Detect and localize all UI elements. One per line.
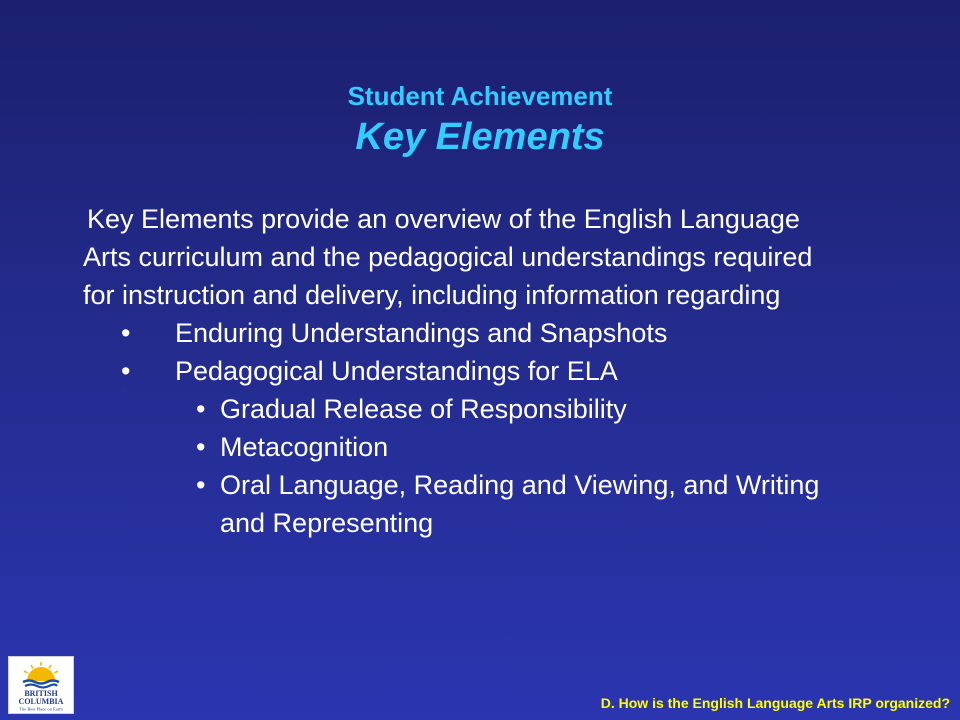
slide-title: Key Elements: [355, 116, 605, 158]
bullet-text: Enduring Understandings and Snapshots: [175, 318, 668, 348]
bullet-text: Pedagogical Understandings for ELA: [175, 356, 618, 386]
sub-bullet-text: Oral Language, Reading and Viewing, and Writing and Representing: [220, 470, 820, 538]
bc-logo-icon: [9, 657, 73, 713]
sub-bullet-item: [83, 390, 843, 428]
bullet-item: [83, 314, 843, 352]
bullet-icon: •: [196, 470, 206, 500]
bc-logo: [8, 656, 74, 714]
slide-subtitle: Student Achievement: [347, 81, 613, 111]
bullet-icon: •: [121, 356, 131, 386]
sub-bullet-text: Gradual Release of Responsibility: [220, 394, 627, 424]
body-text: [83, 200, 843, 542]
logo-tagline: The Best Place on Earth: [19, 706, 63, 712]
intro-paragraph: Key Elements provide an overview of the English Language Arts curriculum and the pedagogical understandings required for instruction and delivery, including information regarding: [83, 204, 813, 310]
footer-caption: D. How is the English Language Arts IRP organized?: [600, 695, 950, 711]
bullet-icon: •: [121, 318, 131, 348]
sub-bullet-text: Metacognition: [220, 432, 389, 462]
sub-bullet-item: [83, 428, 843, 466]
sub-bullet-item: [83, 466, 843, 542]
title-block: [0, 78, 960, 160]
bullet-icon: •: [196, 394, 206, 424]
logo-line2: COLUMBIA: [18, 697, 64, 706]
logo-line1: BRITISH: [24, 689, 58, 698]
bullet-item: [83, 352, 843, 390]
bullet-icon: •: [196, 432, 206, 462]
